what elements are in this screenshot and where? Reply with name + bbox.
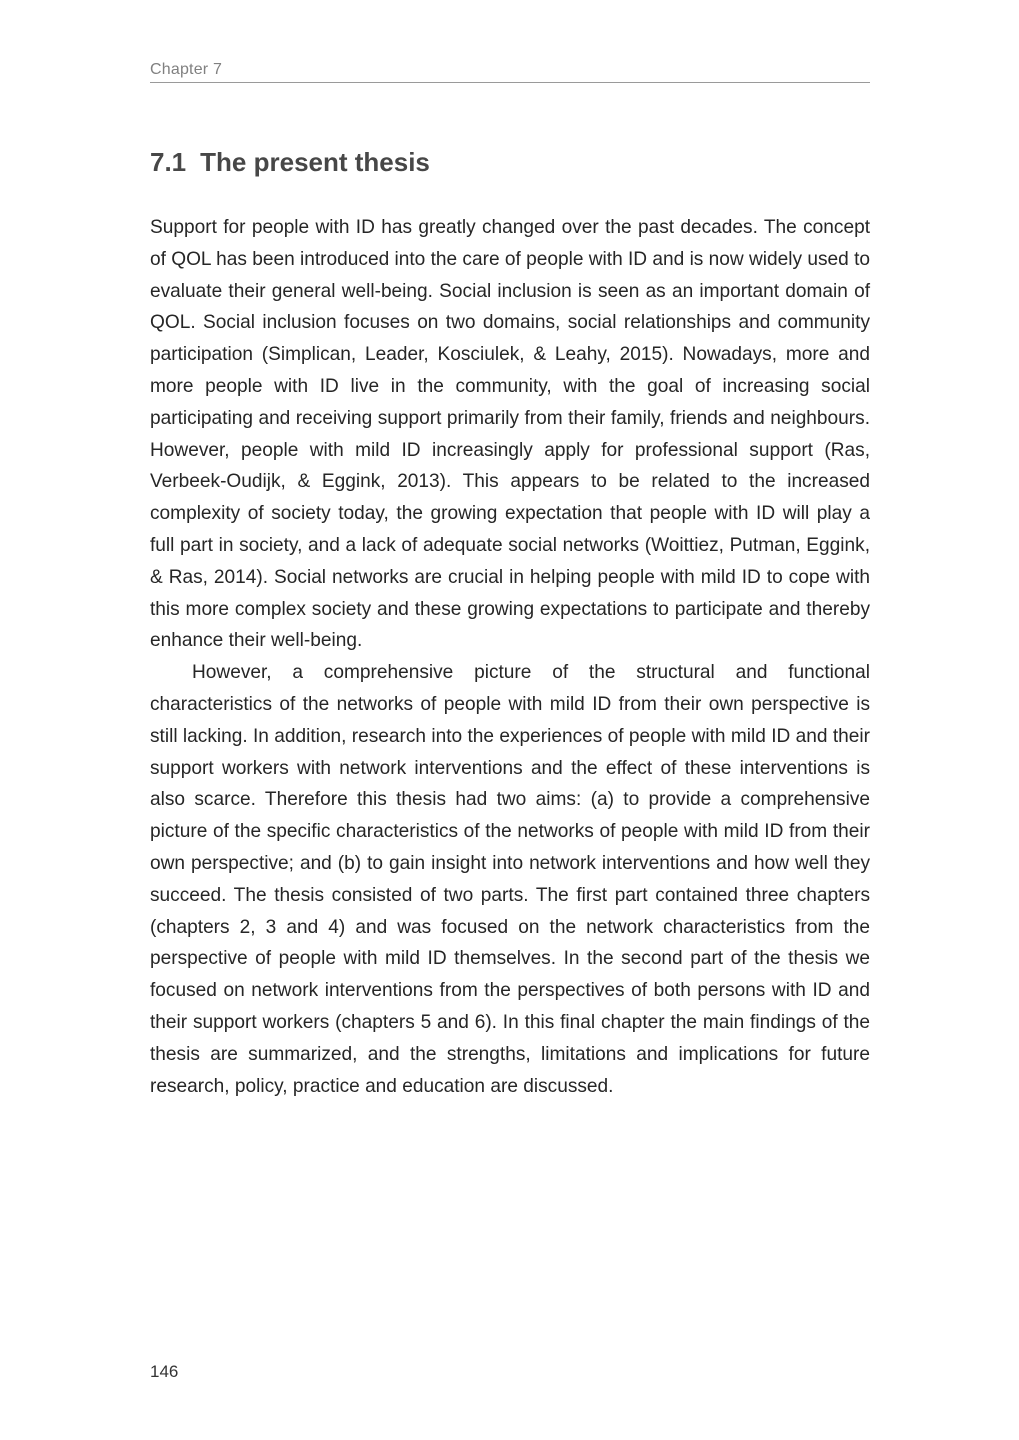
paragraph-1: Support for people with ID has greatly changed over the past decades. The concept of QOL has been introduced into the care of people with ID and is now widely used to evaluate their general well-being. Social inclusion is seen as an important domain of QOL. Social inclusion focuses on two domains, social relationships and community participation (Simplican, Leader, Kosciulek, & Leahy, 2015). Nowadays, more and more people with ID live in the community, with the goal of increasing social participating and receiving support primarily from their family, friends and neighbours. However, people with mild ID increasingly apply for professional support (Ras, Verbeek-Oudijk, & Eggink, 2013). This appears to be related to the increased complexity of society today, the growing expectation that people with ID will play a full part in society, and a lack of adequate social networks (Woittiez, Putman, Eggink, & Ras, 2014). Social networks are crucial in helping people with mild ID to cope with this more complex society and these growing expectations to participate and thereby enhance their well-being. xyxy=(150,217,870,652)
body-text xyxy=(150,212,870,1102)
section-title: The present thesis xyxy=(200,147,430,177)
section-number: 7.1 xyxy=(150,147,187,177)
section-heading xyxy=(150,142,430,182)
running-head-text: Chapter 7 xyxy=(150,61,223,78)
page-number: 146 xyxy=(150,1362,179,1381)
paragraph-2: However, a comprehensive picture of the structural and functional characteristics of the networks of people with mild ID from their own perspective is still lacking. In addition, research into the experiences of people with mild ID and their support workers with network interventions and the effect of these interventions is also scarce. Therefore this thesis had two aims: (a) to provide a comprehensive picture of the specific characteristics of the networks of people with mild ID from their own perspective; and (b) to gain insight into network interventions and how well they succeed. The thesis consisted of two parts. The first part contained three chapters (chapters 2, 3 and 4) and was focused on the network characteristics from the perspective of people with mild ID themselves. In the second part of the thesis we focused on network interventions from the perspectives of both persons with ID and their support workers (chapters 5 and 6). In this final chapter the main findings of the thesis are summarized, and the strengths, limitations and implications for future research, policy, practice and education are discussed. xyxy=(150,662,870,1097)
running-head xyxy=(150,58,870,83)
